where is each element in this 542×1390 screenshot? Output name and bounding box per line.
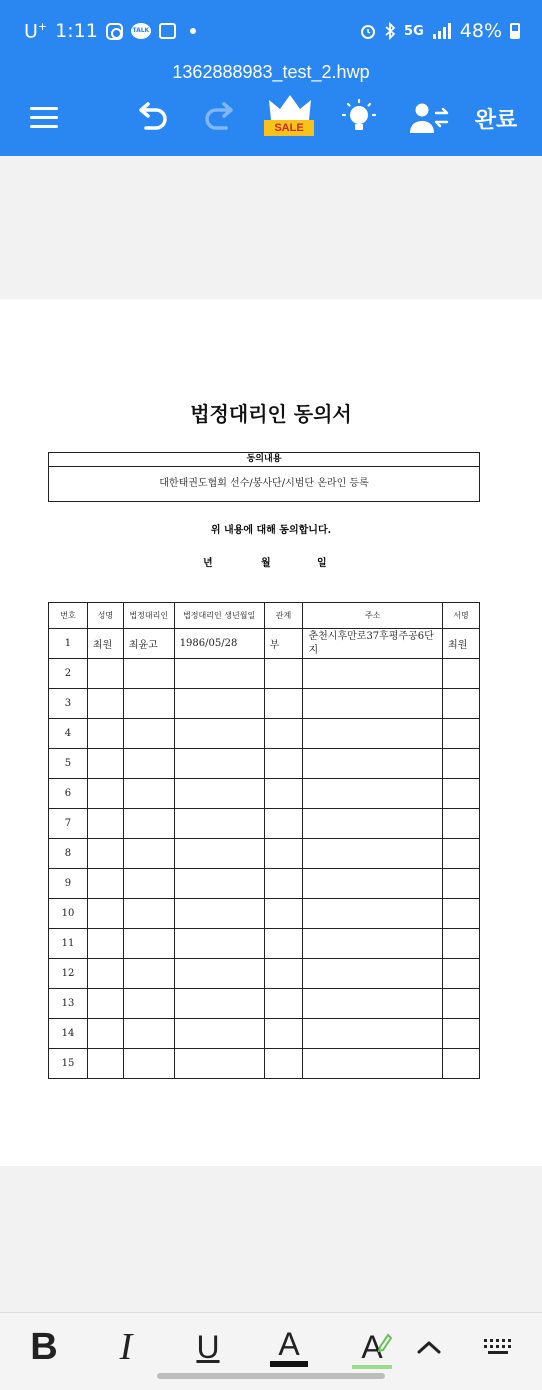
cell-relation[interactable] bbox=[264, 779, 303, 809]
highlighter-pen-icon bbox=[378, 1333, 392, 1357]
table-row bbox=[49, 659, 480, 689]
cell-name[interactable] bbox=[87, 749, 123, 779]
cell-relation[interactable] bbox=[264, 1019, 303, 1049]
keyboard-button[interactable] bbox=[480, 1327, 516, 1367]
date-day: 일 bbox=[317, 558, 327, 569]
cell-signature[interactable] bbox=[443, 719, 480, 749]
table-header-row bbox=[49, 603, 480, 629]
cell-signature[interactable] bbox=[443, 989, 480, 1019]
table-row bbox=[49, 959, 480, 989]
cell-address[interactable] bbox=[303, 719, 443, 749]
cell-relation[interactable] bbox=[264, 809, 303, 839]
table-row bbox=[49, 689, 480, 719]
table-row bbox=[49, 629, 480, 659]
cell-guardian[interactable] bbox=[123, 839, 174, 869]
cell-number[interactable]: 2 bbox=[49, 659, 88, 689]
cell-address[interactable] bbox=[303, 899, 443, 929]
cell-guardian[interactable] bbox=[123, 719, 174, 749]
table-row bbox=[49, 1019, 480, 1049]
cell-signature[interactable] bbox=[443, 899, 480, 929]
cell-signature[interactable] bbox=[443, 779, 480, 809]
cell-number[interactable]: 3 bbox=[49, 689, 88, 719]
table-row bbox=[49, 779, 480, 809]
clock: 1:11 bbox=[55, 20, 98, 43]
cell-number[interactable]: 5 bbox=[49, 749, 88, 779]
cell-number[interactable]: 9 bbox=[49, 869, 88, 899]
share-user-button[interactable] bbox=[408, 96, 450, 140]
header-relation: 관계 bbox=[264, 603, 303, 629]
cell-guardian-birth[interactable] bbox=[174, 659, 264, 689]
user-switch-icon bbox=[409, 101, 449, 135]
cell-relation[interactable] bbox=[264, 689, 303, 719]
highlight-button[interactable] bbox=[352, 1327, 392, 1367]
cell-guardian-birth[interactable]: 1986/05/28 bbox=[174, 629, 264, 659]
cell-relation[interactable] bbox=[264, 869, 303, 899]
cell-guardian-birth[interactable] bbox=[174, 989, 264, 1019]
bold-button[interactable]: B bbox=[30, 1325, 58, 1368]
consent-body: 대한태권도협회 선수/봉사단/시범단 온라인 등록 bbox=[159, 478, 369, 489]
highlight-color-bar bbox=[352, 1365, 392, 1369]
cell-signature[interactable] bbox=[443, 869, 480, 899]
cell-number[interactable]: 4 bbox=[49, 719, 88, 749]
undo-button[interactable] bbox=[132, 96, 172, 140]
cell-number[interactable]: 1 bbox=[49, 629, 88, 659]
cell-signature[interactable] bbox=[443, 929, 480, 959]
cell-name[interactable] bbox=[87, 869, 123, 899]
network-type-label: 5G bbox=[404, 23, 424, 39]
document-title: 법정대리인 동의서 bbox=[190, 402, 352, 426]
cell-relation[interactable] bbox=[264, 989, 303, 1019]
cell-guardian[interactable] bbox=[123, 899, 174, 929]
cell-relation[interactable]: 부 bbox=[264, 629, 303, 659]
cell-guardian-birth[interactable] bbox=[174, 899, 264, 929]
cell-guardian-birth[interactable] bbox=[174, 929, 264, 959]
cell-signature[interactable] bbox=[443, 1049, 480, 1079]
cell-relation[interactable] bbox=[264, 959, 303, 989]
cell-number[interactable]: 13 bbox=[49, 989, 88, 1019]
cell-address[interactable] bbox=[303, 809, 443, 839]
cell-name[interactable]: 최원 bbox=[87, 629, 123, 659]
cell-name[interactable] bbox=[87, 689, 123, 719]
cell-signature[interactable] bbox=[443, 839, 480, 869]
cell-number[interactable]: 8 bbox=[49, 839, 88, 869]
cell-address[interactable] bbox=[303, 869, 443, 899]
cell-address[interactable] bbox=[303, 929, 443, 959]
cell-name[interactable] bbox=[87, 839, 123, 869]
sale-badge: SALE bbox=[264, 120, 314, 136]
home-indicator[interactable] bbox=[157, 1373, 385, 1379]
cell-address[interactable] bbox=[303, 749, 443, 779]
cell-signature[interactable]: 최원 bbox=[443, 629, 480, 659]
header-guardian: 법정대리인 bbox=[123, 603, 174, 629]
menu-button[interactable] bbox=[26, 96, 62, 140]
cell-relation[interactable] bbox=[264, 1049, 303, 1079]
cell-name[interactable] bbox=[87, 719, 123, 749]
cell-guardian[interactable] bbox=[123, 749, 174, 779]
cell-guardian-birth[interactable] bbox=[174, 1019, 264, 1049]
cell-address[interactable] bbox=[303, 689, 443, 719]
underline-button[interactable]: U bbox=[196, 1328, 220, 1365]
cell-signature[interactable] bbox=[443, 809, 480, 839]
document-filename: 1362888983_test_2.hwp bbox=[172, 62, 370, 82]
premium-sale-button[interactable] bbox=[264, 96, 316, 140]
cell-address[interactable] bbox=[303, 1049, 443, 1079]
cell-number[interactable]: 6 bbox=[49, 779, 88, 809]
cell-signature[interactable] bbox=[443, 689, 480, 719]
header-guardian-birth: 법정대리인 생년월일 bbox=[174, 603, 264, 629]
table-row bbox=[49, 809, 480, 839]
cell-guardian-birth[interactable] bbox=[174, 809, 264, 839]
cell-number[interactable]: 7 bbox=[49, 809, 88, 839]
cell-guardian[interactable] bbox=[123, 929, 174, 959]
table-body bbox=[49, 629, 480, 1079]
cell-guardian[interactable] bbox=[123, 659, 174, 689]
header-signature: 서명 bbox=[443, 603, 480, 629]
cell-guardian[interactable] bbox=[123, 1049, 174, 1079]
cell-guardian[interactable] bbox=[123, 689, 174, 719]
cell-guardian[interactable]: 최윤고 bbox=[123, 629, 174, 659]
chevron-up-icon bbox=[416, 1339, 442, 1355]
header-address: 주소 bbox=[303, 603, 443, 629]
font-color-button[interactable]: A bbox=[270, 1327, 308, 1367]
cell-guardian-birth[interactable] bbox=[174, 839, 264, 869]
redo-button[interactable] bbox=[200, 96, 240, 140]
consent-header: 동의내용 bbox=[49, 453, 479, 467]
italic-button[interactable]: I bbox=[119, 1326, 133, 1368]
cell-number[interactable]: 12 bbox=[49, 959, 88, 989]
cell-name[interactable] bbox=[87, 959, 123, 989]
bluetooth-icon bbox=[384, 22, 396, 40]
undo-icon bbox=[134, 102, 170, 134]
cell-name[interactable] bbox=[87, 809, 123, 839]
cell-number[interactable]: 15 bbox=[49, 1049, 88, 1079]
cell-guardian-birth[interactable] bbox=[174, 719, 264, 749]
agree-statement: 위 내용에 대해 동의합니다. bbox=[210, 525, 332, 536]
cell-relation[interactable] bbox=[264, 659, 303, 689]
cell-guardian-birth[interactable] bbox=[174, 749, 264, 779]
highlight-label: A bbox=[361, 1329, 383, 1365]
cell-relation[interactable] bbox=[264, 899, 303, 929]
crown-icon bbox=[267, 94, 313, 122]
table-row bbox=[49, 1049, 480, 1079]
cell-guardian-birth[interactable] bbox=[174, 779, 264, 809]
document-page[interactable] bbox=[0, 299, 542, 1166]
cell-address[interactable] bbox=[303, 989, 443, 1019]
table-row bbox=[49, 719, 480, 749]
cell-guardian-birth[interactable] bbox=[174, 959, 264, 989]
cell-relation[interactable] bbox=[264, 929, 303, 959]
cell-name[interactable] bbox=[87, 1019, 123, 1049]
cell-signature[interactable] bbox=[443, 749, 480, 779]
cell-relation[interactable] bbox=[264, 839, 303, 869]
hamburger-icon bbox=[28, 105, 60, 131]
consent-box bbox=[48, 452, 480, 502]
guardian-table bbox=[48, 602, 480, 1079]
cell-number[interactable]: 11 bbox=[49, 929, 88, 959]
cell-address[interactable]: 춘천시후만로37후평주공6단지 bbox=[303, 629, 443, 659]
cell-address[interactable] bbox=[303, 659, 443, 689]
cell-name[interactable] bbox=[87, 1049, 123, 1079]
kakaotalk-icon: TALK bbox=[131, 23, 151, 39]
keyboard-icon bbox=[482, 1337, 514, 1357]
cell-signature[interactable] bbox=[443, 659, 480, 689]
cell-address[interactable] bbox=[303, 1019, 443, 1049]
signal-icon bbox=[432, 23, 452, 39]
cell-address[interactable] bbox=[303, 779, 443, 809]
cell-name[interactable] bbox=[87, 899, 123, 929]
cell-number[interactable]: 10 bbox=[49, 899, 88, 929]
collapse-toolbar-button[interactable] bbox=[414, 1327, 444, 1367]
cell-address[interactable] bbox=[303, 839, 443, 869]
cell-name[interactable] bbox=[87, 989, 123, 1019]
cell-guardian[interactable] bbox=[123, 809, 174, 839]
header-number: 번호 bbox=[49, 603, 88, 629]
cell-relation[interactable] bbox=[264, 719, 303, 749]
carrier-label: U+ bbox=[24, 20, 48, 43]
cell-address[interactable] bbox=[303, 959, 443, 989]
cell-guardian-birth[interactable] bbox=[174, 1049, 264, 1079]
table-row bbox=[49, 929, 480, 959]
cell-relation[interactable] bbox=[264, 749, 303, 779]
cell-name[interactable] bbox=[87, 659, 123, 689]
notification-dot-icon bbox=[190, 28, 196, 34]
cell-guardian[interactable] bbox=[123, 869, 174, 899]
table-row bbox=[49, 899, 480, 929]
battery-percent: 48% bbox=[459, 20, 502, 42]
lightbulb-icon bbox=[339, 98, 379, 138]
table-row bbox=[49, 839, 480, 869]
cell-guardian[interactable] bbox=[123, 779, 174, 809]
battery-icon bbox=[510, 23, 520, 39]
cell-number[interactable]: 14 bbox=[49, 1019, 88, 1049]
app-toolbar bbox=[0, 52, 542, 156]
date-year: 년 bbox=[203, 558, 213, 569]
instagram-icon bbox=[106, 23, 123, 40]
cell-guardian[interactable] bbox=[123, 989, 174, 1019]
date-month: 월 bbox=[261, 558, 271, 569]
gallery-icon bbox=[159, 23, 176, 39]
cell-signature[interactable] bbox=[443, 1019, 480, 1049]
cell-name[interactable] bbox=[87, 779, 123, 809]
cell-guardian-birth[interactable] bbox=[174, 689, 264, 719]
redo-icon bbox=[202, 102, 238, 134]
cell-guardian-birth[interactable] bbox=[174, 869, 264, 899]
cell-name[interactable] bbox=[87, 929, 123, 959]
cell-signature[interactable] bbox=[443, 959, 480, 989]
alarm-icon bbox=[360, 23, 376, 39]
cell-guardian[interactable] bbox=[123, 959, 174, 989]
tip-button[interactable] bbox=[338, 96, 380, 140]
status-bar bbox=[0, 0, 542, 52]
cell-guardian[interactable] bbox=[123, 1019, 174, 1049]
table-row bbox=[49, 869, 480, 899]
done-button[interactable]: 완료 bbox=[474, 107, 518, 133]
table-row bbox=[49, 749, 480, 779]
header-name: 성명 bbox=[87, 603, 123, 629]
table-row bbox=[49, 989, 480, 1019]
